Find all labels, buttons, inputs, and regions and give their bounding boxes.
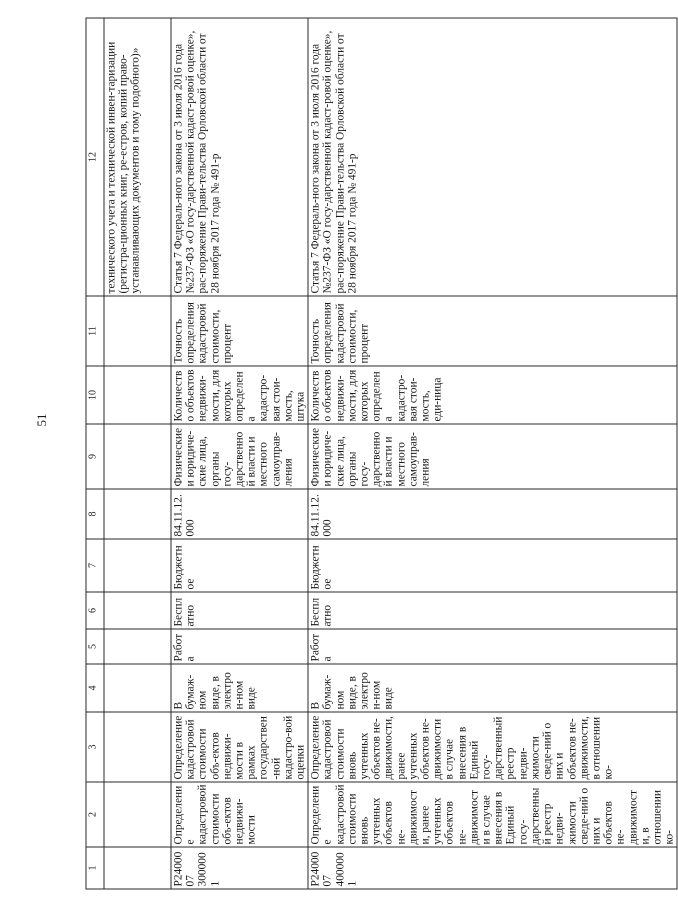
column-number-cell: 7 — [86, 539, 104, 592]
table-cell — [104, 847, 171, 889]
table-row — [171, 18, 308, 889]
cell-text: 84.11.12. 000 — [172, 494, 197, 537]
table-cell — [171, 629, 308, 664]
cell-text: Физические и юридиче-ские лица, органы госу-дарственной власти и местного самоуправ-ления — [172, 428, 295, 487]
column-number-cell: 1 — [86, 847, 104, 889]
cell-text: Р2400007 4000001 — [309, 851, 359, 887]
cell-text: Бесплатно — [309, 597, 334, 627]
table-cell — [104, 424, 171, 489]
cell-text — [106, 299, 170, 364]
table-row — [104, 18, 171, 889]
table-cell — [171, 18, 308, 296]
registry-table — [86, 18, 678, 890]
table-cell — [171, 539, 308, 592]
table-cell — [308, 592, 677, 629]
table-cell — [171, 424, 308, 489]
column-number-cell: 4 — [86, 664, 104, 712]
cell-text — [106, 785, 170, 845]
cell-text: Количество объектов недвижи-мости, для которых определена кадастро-вая стои-мость, еди-ница — [309, 369, 444, 422]
table-cell — [308, 629, 677, 664]
cell-text: В бумаж-ном виде, в электрон-ном виде — [309, 672, 395, 710]
table-cell — [171, 296, 308, 366]
column-number-row — [86, 18, 104, 889]
table-cell — [104, 296, 171, 366]
table-cell — [308, 539, 677, 592]
table-cell — [171, 366, 308, 424]
cell-text: В бумаж-ном виде, в электрон-ном виде — [172, 672, 258, 710]
cell-text: Работа — [172, 633, 197, 662]
table-cell — [104, 664, 171, 712]
page-number: 51 — [34, 413, 49, 427]
table-cell — [104, 592, 171, 629]
cell-text: Точность определения кадастровой стоимости, процент — [309, 302, 371, 364]
table-cell — [308, 782, 677, 847]
cell-text: Точность определения кадастровой стоимости, процент — [172, 302, 234, 364]
cell-text — [106, 850, 170, 887]
table-cell — [104, 712, 171, 782]
cell-text — [106, 667, 170, 710]
column-number-cell: 6 — [86, 592, 104, 629]
table-cell — [308, 366, 677, 424]
table-cell — [104, 366, 171, 424]
table-cell — [171, 664, 308, 712]
table-cell — [104, 18, 171, 296]
cell-text: 84.11.12. 000 — [309, 494, 334, 537]
cell-text: Бюджетное — [172, 545, 197, 590]
cell-text — [106, 369, 170, 422]
table-cell — [104, 489, 171, 539]
cell-text — [106, 595, 170, 627]
table-cell — [171, 592, 308, 629]
cell-text — [106, 427, 170, 487]
table-row — [308, 18, 677, 889]
cell-text: Определение кадастровой стоимости объ-ектов недвижи-мости — [172, 784, 258, 845]
cell-text: Статья 7 Федераль-ного закона от 3 июля 2016 года №237-ФЗ «О госу-дарственной кадаст-ровой оценке», рас-поряжение Прави-тельства Орловской области от 28 ноября 2017 года № 491-р — [172, 30, 222, 294]
rotated-page-content — [1, 0, 676, 905]
cell-text: технического учета и технической инвен-таризации (регистра-ционных книг, ре-естров, копий право-устанавливающих документов и тому подобного)» — [105, 41, 142, 294]
cell-text — [106, 542, 170, 590]
table-cell — [171, 782, 308, 847]
table-cell — [308, 664, 677, 712]
table-cell — [308, 712, 677, 782]
column-number-cell: 3 — [86, 712, 104, 782]
cell-text — [106, 492, 170, 537]
table-cell — [104, 539, 171, 592]
table-cell — [171, 489, 308, 539]
cell-text: Физические и юридиче-ские лица, органы госу-дарственной власти и местного самоуправ-ления — [309, 428, 432, 487]
cell-text: Бесплатно — [172, 597, 197, 627]
table-cell — [104, 629, 171, 664]
column-number-cell: 2 — [86, 782, 104, 847]
cell-text: Определение кадастровой стоимости вновь учтенных объектов не-движимости, ранее учтенных объектов не-движимости в случае внесения в Единый госу-дарственный реестр недви-жимости сведе-ний о них и объектов не-движимости, в отношении ко- — [309, 784, 676, 845]
cell-text — [106, 632, 170, 662]
table-cell — [308, 18, 677, 296]
table-cell — [171, 847, 308, 889]
cell-text: Статья 7 Федераль-ного закона от 3 июля 2016 года №237-ФЗ «О госу-дарственной кадаст-ровой оценке», рас-поряжение Прави-тельства Орловской области от 28 ноября 2017 года № 491-р — [309, 30, 359, 294]
column-number-cell: 11 — [86, 296, 104, 366]
cell-text — [106, 715, 170, 780]
cell-text: Определение кадастровой стоимости вновь учтенных объектов не-движимости, ранее учтенных объектов не-движимости в случае внесения в Единый госу-дарственный реестр недви-жимости сведе-ний о них и объектов не-движимости, в отношении ко- — [309, 715, 615, 780]
table-cell — [171, 712, 308, 782]
column-number-cell: 8 — [86, 489, 104, 539]
column-number-cell: 10 — [86, 366, 104, 424]
column-number-cell: 5 — [86, 629, 104, 664]
table-cell — [104, 782, 171, 847]
table-cell — [308, 847, 677, 889]
table-cell — [308, 296, 677, 366]
cell-text: Р2400007 3000001 — [172, 851, 222, 887]
cell-text: Работа — [309, 633, 334, 662]
column-number-cell: 9 — [86, 424, 104, 489]
column-number-cell: 12 — [86, 18, 104, 296]
cell-text: Определение кадастровой стоимости объ-ектов недвижи-мости в рамках государствен-ной кадастро-вой оценки — [172, 715, 307, 780]
cell-text: Количество объектов недвижи-мости, для которых определена кадастро-вая стои-мость, штука — [172, 369, 307, 422]
table-cell — [308, 424, 677, 489]
table-cell — [308, 489, 677, 539]
cell-text: Бюджетное — [309, 545, 334, 590]
